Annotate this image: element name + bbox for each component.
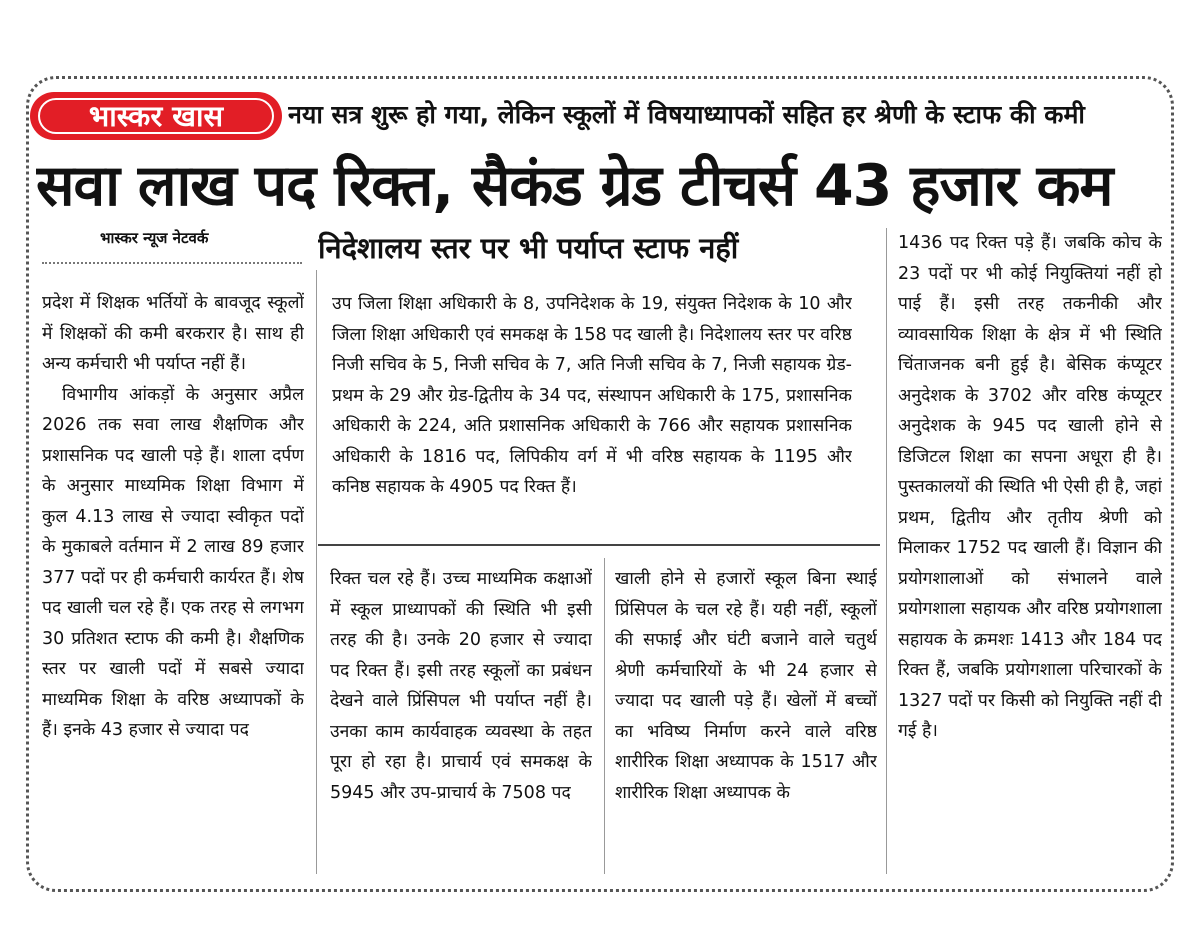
column-divider-2 — [604, 558, 605, 874]
article-column-2 — [330, 564, 592, 878]
box-bottom-rule — [318, 544, 880, 546]
column-divider-3 — [886, 228, 887, 874]
article-column-1 — [42, 288, 304, 878]
directorate-box-text — [332, 289, 852, 533]
column-1-body-paragraph: विभागीय आंकड़ों के अनुसार अप्रैल 2026 तक सवा लाख शैक्षणिक और प्रशासनिक पद खाली पड़े हैं। शाला दर्पण के अनुसार माध्यमिक शिक्षा विभाग में कुल 4.13 लाख से ज्यादा स्वीकृत पदों के मुकाबले वर्तमान में 2 लाख 89 हजार 377 पदों पर ही कर्मचारी कार्यरत हैं। शेष पद खाली चल रहे हैं। एक तरह से लगभग 30 प्रतिशत स्टाफ की कमी है। शैक्षणिक स्तर पर खाली पदों में सबसे ज्यादा माध्यमिक शिक्षा के वरिष्ठ अध्यापकों के हैं। इनके 43 हजार से ज्यादा पद — [42, 384, 304, 740]
kicker-line: नया सत्र शुरू हो गया, लेकिन स्कूलों में विषयाध्यापकों सहित हर श्रेणी के स्टाफ की कमी — [288, 100, 1085, 129]
column-2-paragraph: रिक्त चल रहे हैं। उच्च माध्यमिक कक्षाओं में स्कूल प्राध्यापकों की स्थिति भी इसी तरह की है। उनके 20 हजार से ज्यादा पद रिक्त हैं। इसी तरह स्कूलों का प्रबंधन देखने वाले प्रिंसिपल भी पर्याप्त नहीं है। उनका काम कार्यवाहक व्यवस्था के तहत पूरा हो रहा है। प्राचार्य एवं समकक्ष के 5945 और उप-प्राचार्य के 7508 पद — [330, 569, 592, 803]
article-column-4 — [898, 228, 1162, 878]
column-4-paragraph: 1436 पद रिक्त पड़े हैं। जबकि कोच के 23 पदों पर भी कोई नियुक्तियां नहीं हो पाई हैं। इसी तरह तकनीकी और व्यावसायिक शिक्षा के क्षेत्र में भी स्थिति चिंताजनक बनी हुई है। बेसिक कंप्यूटर अनुदेशक के 3702 और वरिष्ठ कंप्यूटर अनुदेशक के 945 पद खाली होने से डिजिटल शिक्षा का सपना अधूरा ही है। पुस्तकालयों की स्थिति भी ऐसी ही है, जहां प्रथम, द्वितीय और तृतीय श्रेणी को मिलाकर 1752 पद खाली हैं। विज्ञान की प्रयोगशालाओं को संभालने वाले प्रयोगशाला सहायक और वरिष्ठ प्रयोगशाला सहायक के क्रमशः 1413 और 184 पद रिक्त हैं, जबकि प्रयोगशाला परिचारकों के 1327 पदों पर किसी को नियुक्ति नहीं दी गई है। — [898, 233, 1162, 741]
article-column-3 — [615, 564, 877, 878]
column-3-paragraph: खाली होने से हजारों स्कूल बिना स्थाई प्रिंसिपल के चल रहे हैं। यही नहीं, स्कूलों की सफाई और घंटी बजाने वाले चतुर्थ श्रेणी कर्मचारियों के भी 24 हजार से ज्यादा पद खाली पड़े हैं। खेलों में बच्चों का भविष्य निर्माण करने वाले वरिष्ठ शारीरिक शिक्षा अध्यापक के 1517 और शारीरिक शिक्षा अध्यापक के — [615, 569, 877, 803]
bhaskar-khas-badge — [30, 92, 282, 140]
directorate-box-paragraph: उप जिला शिक्षा अधिकारी के 8, उपनिदेशक के 19, संयुक्त निदेशक के 10 और जिला शिक्षा अधिकारी एवं समकक्ष के 158 पद खाली है। निदेशालय स्तर पर वरिष्ठ निजी सचिव के 5, निजी सचिव के 7, अति निजी सचिव के 7, निजी सहायक ग्रेड-प्रथम के 29 और ग्रेड-द्वितीय के 34 पद, संस्थापन अधिकारी के 175, प्रशासनिक अधिकारी के 224, अति प्रशासनिक अधिकारी के 766 और सहायक प्रशासनिक अधिकारी के 1816 पद, लिपिकीय वर्ग में भी वरिष्ठ सहायक के 1195 और कनिष्ठ सहायक के 4905 पद रिक्त हैं। — [332, 294, 852, 497]
column-divider-1 — [316, 270, 317, 874]
main-headline: सवा लाख पद रिक्त, सैकंड ग्रेड टीचर्स 43 हजार कम — [36, 153, 1113, 219]
badge-label: भास्कर खास — [38, 98, 274, 134]
byline: भास्कर न्यूज नेटवर्क — [100, 229, 209, 247]
box-subheadline: निदेशालय स्तर पर भी पर्याप्त स्टाफ नहीं — [318, 231, 739, 265]
column-1-intro-paragraph: प्रदेश में शिक्षक भर्तियों के बावजूद स्कूलों में शिक्षकों की कमी बरकरार है। साथ ही अन्य कर्मचारी भी पर्याप्त नहीं हैं। — [42, 293, 304, 374]
byline-divider — [42, 262, 302, 264]
